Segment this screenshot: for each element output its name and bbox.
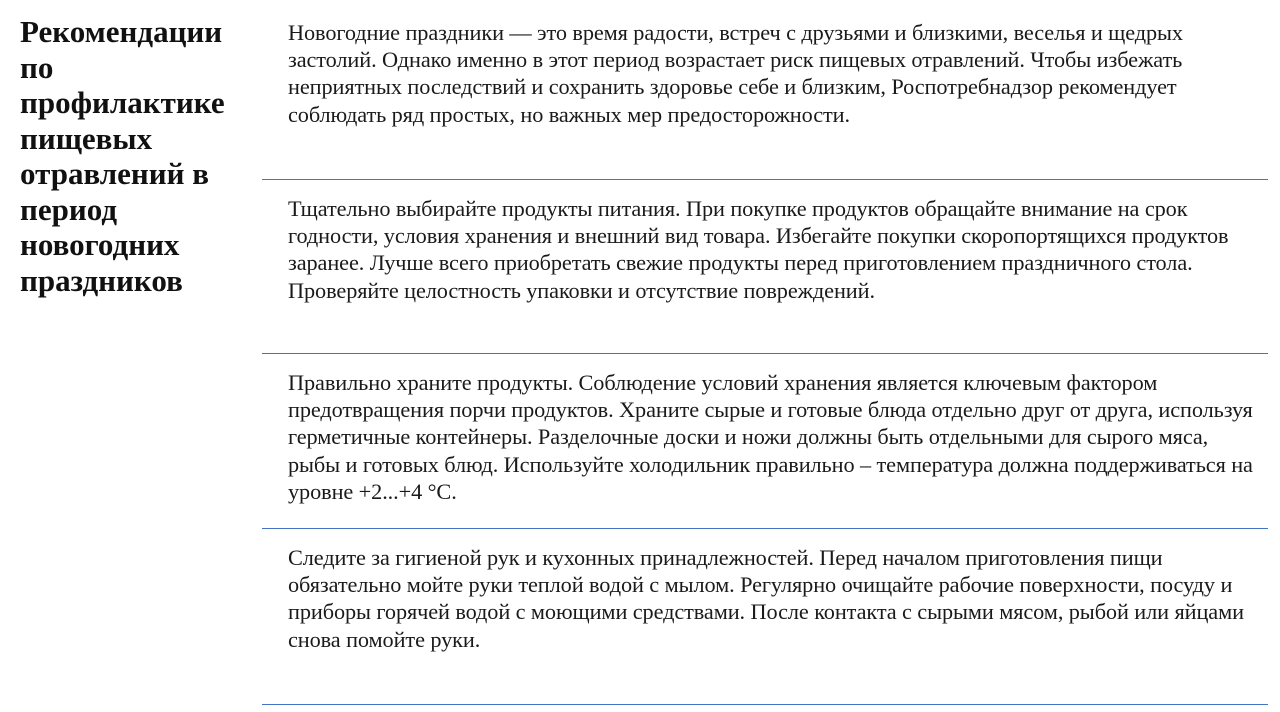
section-hygiene-text: Следите за гигиеной рук и кухонных принадлежностей. Перед началом приготовления пищи обязательно мойте руки теплой водой с мылом. Регулярно очищайте рабочие поверхности, посуду и приборы горячей водой с моющими средствами. После контакта с сырыми мясом, рыбой или яйцами снова помойте руки. xyxy=(288,545,1244,652)
section-choose-products xyxy=(262,180,1268,354)
section-intro-text: Новогодние праздники — это время радости, встреч с друзьями и близкими, веселья и щедрых застолий. Однако именно в этот период возрастает риск пищевых отравлений. Чтобы избежать неприятных последствий и сохранить здоровье себе и близким, Роспотребнадзор рекомендует соблюдать ряд простых, но важных мер предосторожности. xyxy=(288,20,1183,127)
section-intro xyxy=(262,0,1268,180)
section-store-products-text: Правильно храните продукты. Соблюдение условий хранения является ключевым фактором предотвращения порчи продуктов. Храните сырые и готовые блюда отдельно друг от друга, используя герметичные контейнеры. Разделочные доски и ножи должны быть отдельными для сырого мяса, рыбы и готовых блюд. Используйте холодильник правильно – температура должна поддерживаться на уровне +2...+4 °C. xyxy=(288,370,1253,504)
page-title: Рекомендации по профилактике пищевых отравлений в период новогодних праздников xyxy=(20,14,225,298)
section-choose-products-text: Тщательно выбирайте продукты питания. При покупке продуктов обращайте внимание на срок годности, условия хранения и внешний вид товара. Избегайте покупки скоропортящихся продуктов заранее. Лучше всего приобретать свежие продукты перед приготовлением праздничного стола. Проверяйте целостность упаковки и отсутствие повреждений. xyxy=(288,196,1229,303)
section-store-products xyxy=(262,354,1268,529)
section-hygiene xyxy=(262,529,1268,705)
